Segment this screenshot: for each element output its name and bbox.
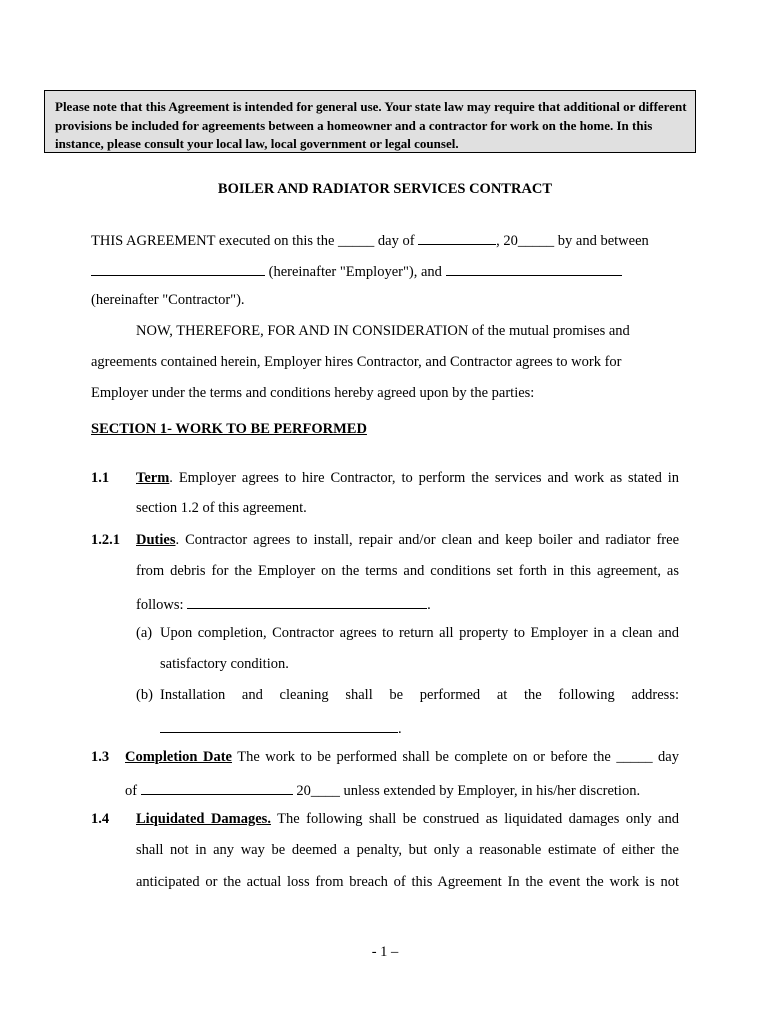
page-number: - 1 – — [371, 944, 399, 960]
clause-1-2-1-line-2: from debris for the Employer on the terms and conditions set forth in this agreement, as — [136, 563, 679, 579]
address-blank[interactable] — [160, 718, 398, 733]
item-a-line-2: satisfactory condition. — [160, 656, 289, 672]
clause-1-1-line-1 — [136, 470, 679, 487]
intro-line-1-text-b: , 20_____ by and between — [496, 233, 649, 249]
completion-date-blank[interactable] — [141, 780, 293, 795]
clause-1-4-text: The following shall be construed as liquidated damages only and — [270, 811, 679, 827]
clause-1-2-1-follows: follows: — [136, 597, 188, 613]
clause-1-1-number: 1.1 — [91, 470, 110, 486]
duties-blank-period: . — [427, 597, 431, 613]
month-blank[interactable] — [418, 230, 496, 245]
intro-line-2 — [91, 261, 622, 281]
employer-name-blank[interactable] — [91, 261, 265, 276]
consideration-line-2: agreements contained herein, Employer hires Contractor, and Contractor agrees to work for — [91, 354, 622, 370]
intro-line-1-text-a: THIS AGREEMENT executed on this the _____ day of — [91, 233, 419, 249]
clause-1-4-term: Liquidated Damages. — [136, 811, 271, 827]
clause-1-2-1-line-3 — [136, 594, 679, 614]
clause-1-2-1-number: 1.2.1 — [91, 532, 120, 548]
item-b-line-2 — [160, 718, 679, 738]
clause-1-2-1-text: . Contractor agrees to install, repair and/or clean and keep boiler and radiator free — [175, 532, 679, 548]
consideration-line-3: Employer under the terms and conditions hereby agreed upon by the parties: — [91, 385, 535, 401]
clause-1-1-term: Term — [136, 470, 170, 486]
contractor-name-blank[interactable] — [446, 261, 622, 276]
item-b-label: (b) — [136, 687, 153, 703]
document-title: BOILER AND RADIATOR SERVICES CONTRACT — [217, 181, 553, 197]
clause-1-4-line-3: anticipated or the actual loss from breach of this Agreement In the event the work is not — [136, 874, 679, 890]
clause-1-4-number: 1.4 — [91, 811, 110, 827]
disclaimer-notice-box — [44, 90, 696, 153]
clause-1-2-1-line-1 — [136, 532, 679, 549]
item-b-line-1: Installation and cleaning shall be performed at the following address: — [160, 687, 679, 703]
clause-1-4-line-2: shall not in any way be deemed a penalty, but only a reasonable estimate of either the — [136, 842, 679, 858]
duties-blank[interactable] — [187, 594, 427, 609]
clause-1-3-line-2 — [125, 780, 640, 800]
disclaimer-text: Please note that this Agreement is intended for general use. Your state law may require that additional or different provisions be included for agreements between a homeowner and a contractor for work on the home. In this instance, please consult your local law, local government or legal counsel. — [55, 99, 687, 151]
clause-1-1-line-2: section 1.2 of this agreement. — [136, 500, 307, 516]
clause-1-1-text: . Employer agrees to hire Contractor, to perform the services and work as stated in — [169, 470, 679, 486]
consideration-line-1: NOW, THEREFORE, FOR AND IN CONSIDERATION of the mutual promises and — [136, 323, 630, 339]
item-a-line-1: Upon completion, Contractor agrees to return all property to Employer in a clean and — [160, 625, 679, 641]
clause-1-4-line-1 — [136, 811, 679, 828]
clause-1-3-of: of — [125, 783, 141, 799]
clause-1-2-1-term: Duties — [136, 532, 176, 548]
clause-1-3-term: Completion Date — [125, 749, 232, 765]
intro-line-3: (hereinafter "Contractor"). — [91, 292, 245, 308]
clause-1-3-line-1 — [125, 749, 679, 766]
section-1-heading: SECTION 1- WORK TO BE PERFORMED — [91, 421, 367, 437]
clause-1-3-text-2: 20____ unless extended by Employer, in his/her discretion. — [292, 783, 641, 799]
item-a-label: (a) — [136, 625, 153, 641]
clause-1-3-number: 1.3 — [91, 749, 110, 765]
intro-line-2-text: (hereinafter "Employer"), and — [265, 264, 446, 280]
address-blank-period: . — [398, 721, 402, 737]
intro-line-1 — [91, 230, 649, 250]
clause-1-3-text: The work to be performed shall be complete on or before the _____ day — [231, 749, 679, 765]
